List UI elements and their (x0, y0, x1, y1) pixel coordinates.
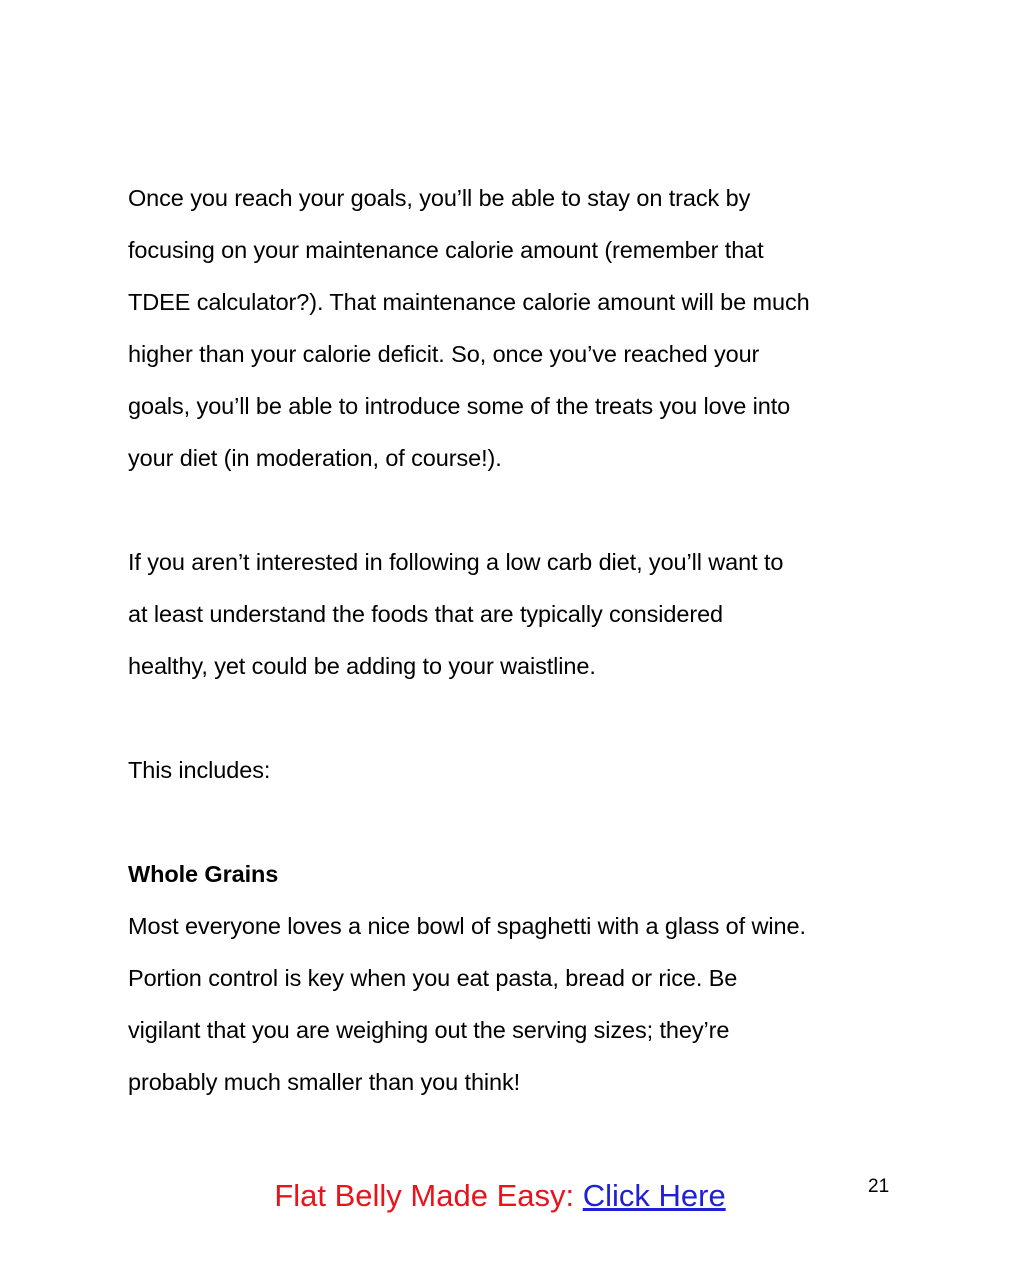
section-line-4: probably much smaller than you think! (128, 1069, 521, 1095)
page-number: 21 (868, 1176, 890, 1197)
paragraph-1-line-4: higher than your calorie deficit. So, once you’ve reached your (128, 341, 760, 367)
paragraph-1-line-2: focusing on your maintenance calorie amount (remember that (128, 237, 764, 263)
paragraph-1-line-5: goals, you’ll be able to introduce some of the treats you love into (128, 393, 791, 419)
footer-prefix-text: Flat Belly Made Easy: (274, 1178, 583, 1213)
paragraph-1-line-6: your diet (in moderation, of course!). (128, 445, 502, 471)
click-here-link[interactable]: Click Here (582, 1178, 726, 1213)
section-line-2: Portion control is key when you eat pasta, bread or rice. Be (128, 965, 738, 991)
paragraph-1-line-3: TDEE calculator?). That maintenance calorie amount will be much (128, 289, 810, 315)
paragraph-2-line-2: at least understand the foods that are typically considered (128, 601, 724, 627)
section-heading: Whole Grains (128, 861, 279, 887)
footer-promo (0, 1176, 1000, 1216)
paragraph-3-line-1: This includes: (128, 757, 271, 783)
paragraph-1-line-1: Once you reach your goals, you’ll be able to stay on track by (128, 185, 751, 211)
paragraph-2-line-1: If you aren’t interested in following a low carb diet, you’ll want to (128, 549, 784, 575)
section-line-3: vigilant that you are weighing out the serving sizes; they’re (128, 1017, 730, 1043)
paragraph-2-line-3: healthy, yet could be adding to your waistline. (128, 653, 596, 679)
section-line-1: Most everyone loves a nice bowl of spaghetti with a glass of wine. (128, 913, 806, 939)
